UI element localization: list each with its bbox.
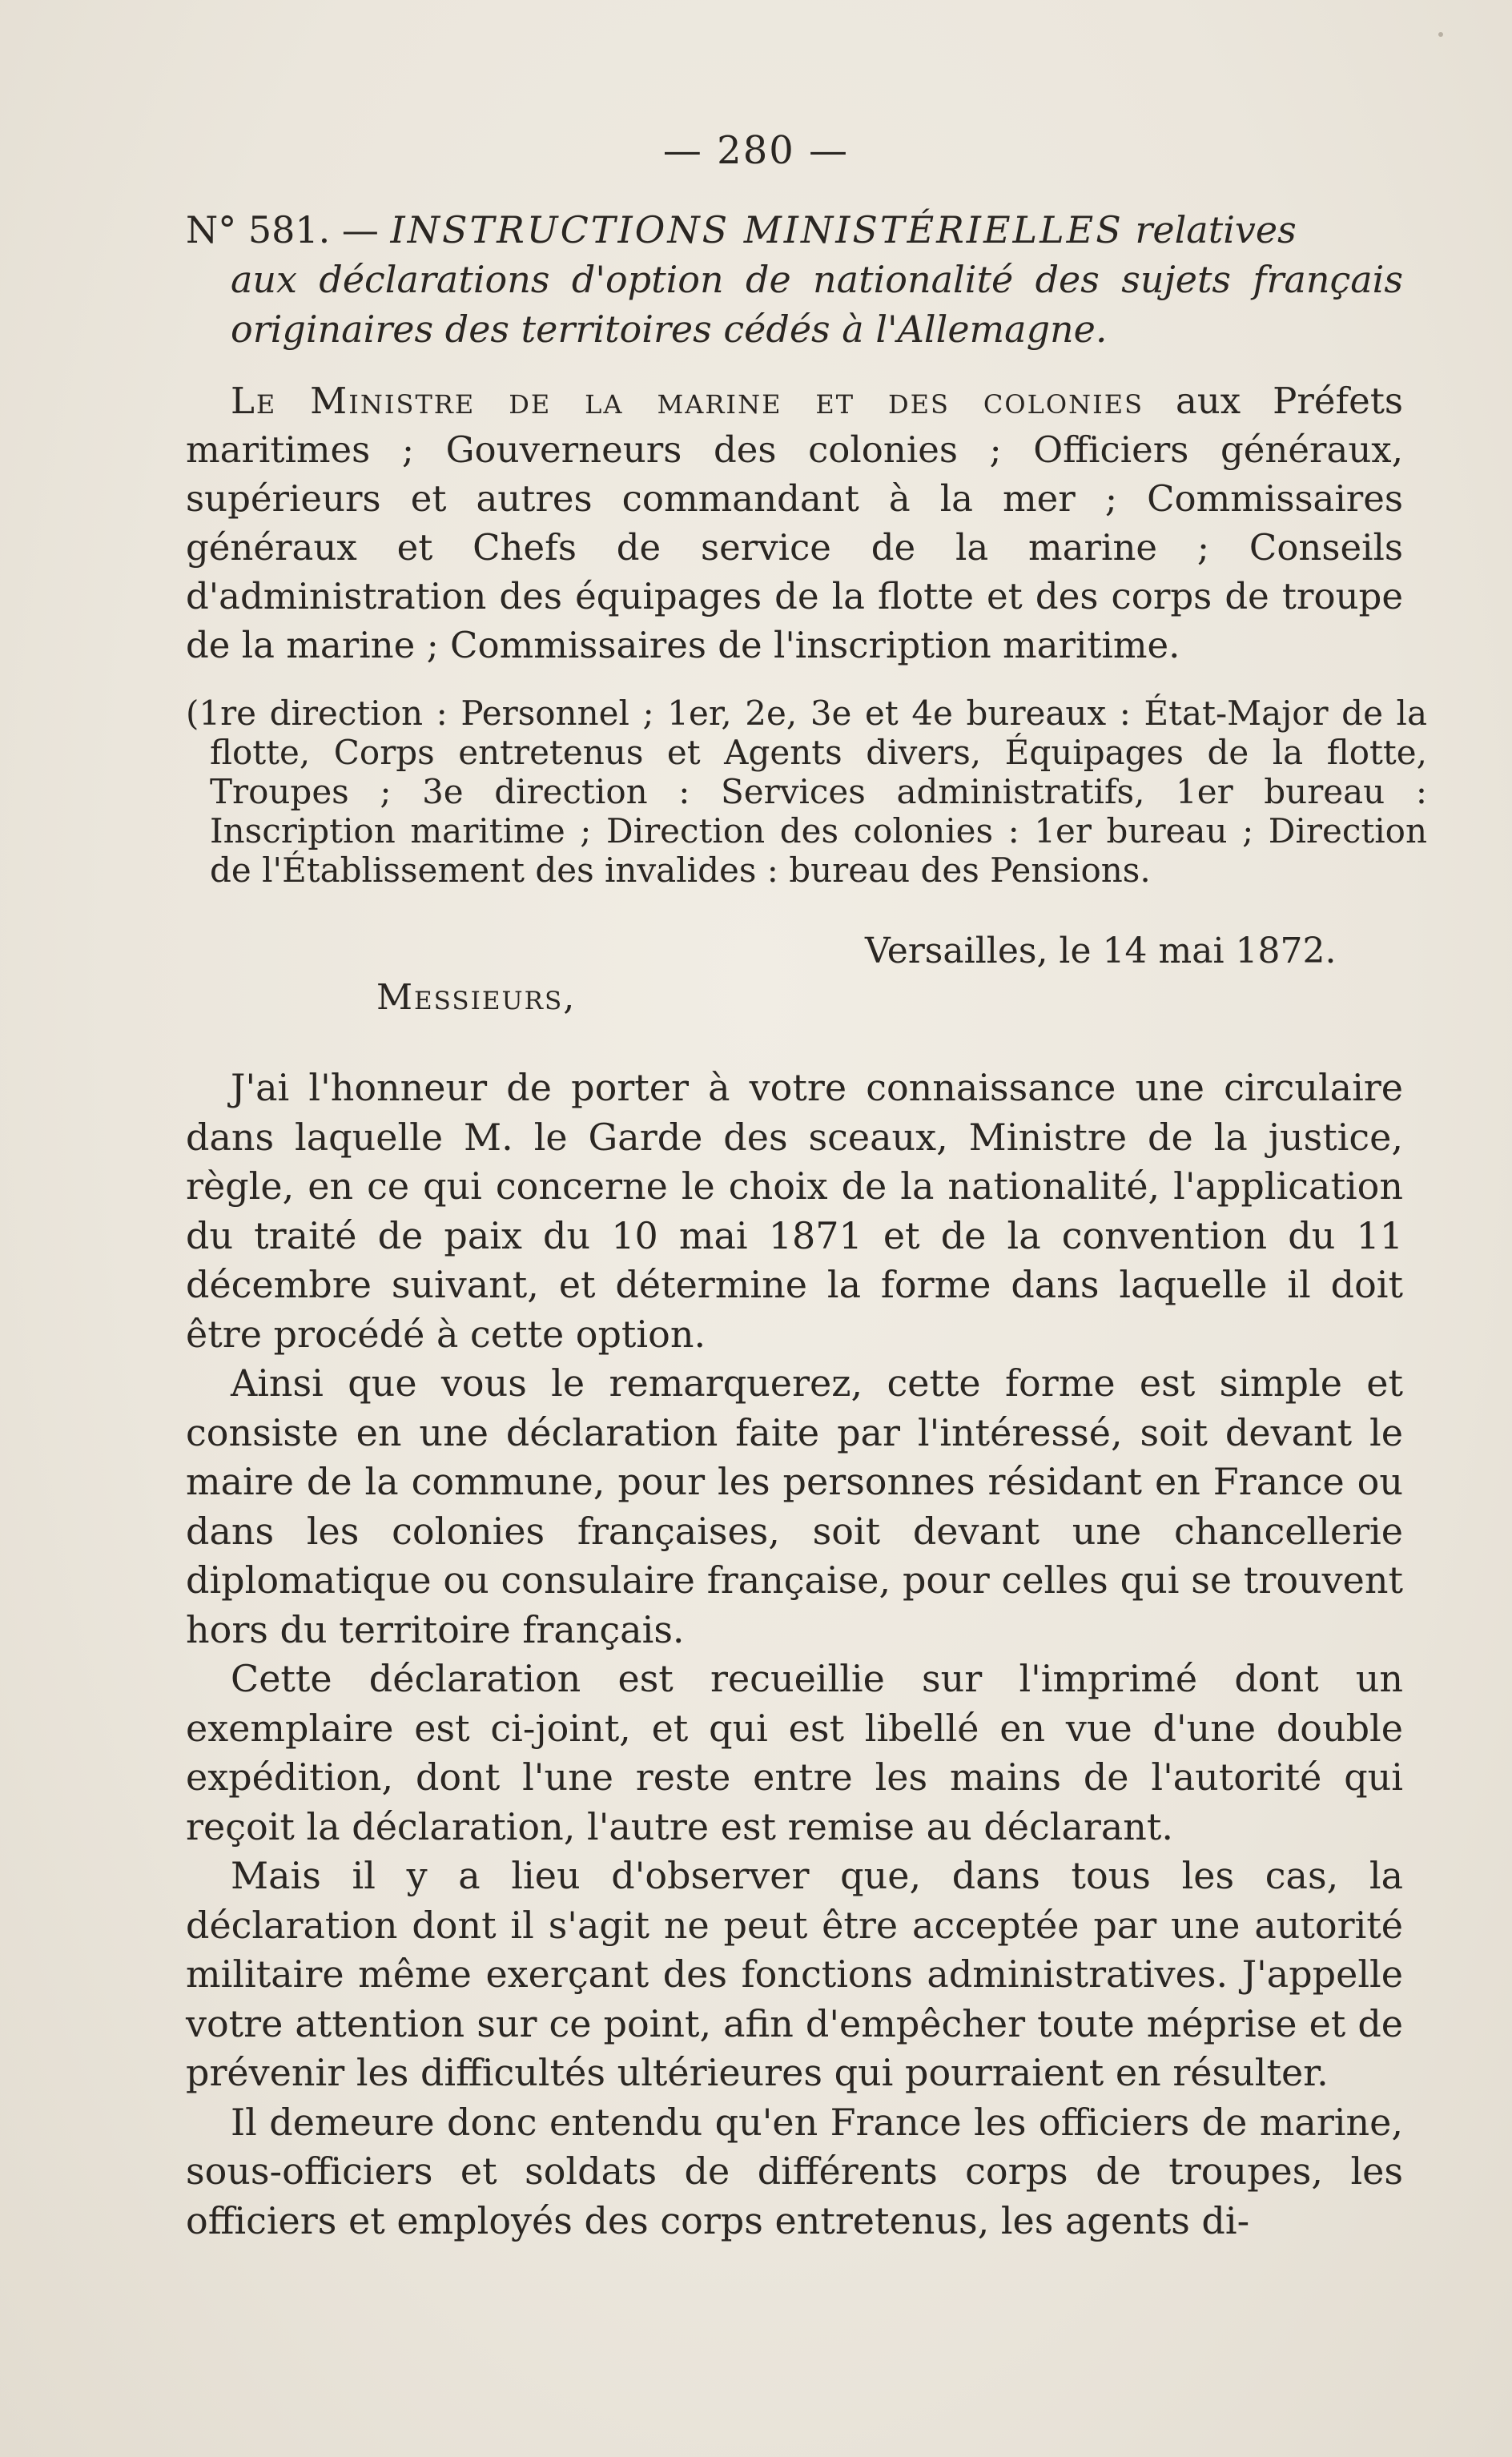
document-title: INSTRUCTIONS MINISTÉRIELLES — [390, 208, 1124, 251]
paragraph: Ainsi que vous le remarquerez, cette forme est simple et consiste en une déclaration faite par l'intéressé, soit devant le maire de la commune, pour les personnes résidant en France ou dans les colonies françaises, soit devant une chancellerie diplomatique ou consulaire française, pour celles qui se trouvent hors du territoire français. — [186, 1361, 1403, 1651]
document-title-rest: relatives — [1123, 208, 1297, 251]
paragraph: Il demeure donc entendu qu'en France les officiers de marine, sous-officiers et soldats de différents corps de troupes, les officiers et employés des corps entretenus, les agents di- — [186, 2100, 1403, 2242]
document-heading — [186, 205, 1403, 354]
salutation: Messieurs, — [376, 977, 577, 1018]
sender: Le Ministre de la marine et des colonies — [231, 380, 1144, 422]
paper-speck — [1438, 32, 1443, 37]
recipients: aux Préfets maritimes ; Gouverneurs des colonies ; Officiers généraux, supérieurs et autres commandant à la mer ; Commissaires généraux et Chefs de service de la marine ; Conseils d'administration des équipages de la flotte et des corps de troupe de la marine ; Commissaires de l'inscription maritime. — [186, 380, 1403, 666]
letter-body — [186, 1064, 1403, 2246]
address-paragraph — [186, 376, 1403, 670]
paragraph: J'ai l'honneur de porter à votre connaissance une circulaire dans laquelle M. le Garde des sceaux, Ministre de la justice, règle, en ce qui concerne le choix de la nationalité, l'application du traité de paix du 10 mai 1871 et de la convention du 11 décembre suivant, et détermine la forme dans laquelle il doit être procédé à cette option. — [186, 1066, 1403, 1356]
page-number: — 280 — — [662, 128, 850, 173]
document-number: N° 581. — [186, 208, 331, 251]
paragraph: Mais il y a lieu d'observer que, dans tous les cas, la déclaration dont il s'agit ne peut être acceptée par une autorité militaire même exerçant des fonctions administratives. J'appelle votre attention sur ce point, afin d'empêcher toute méprise et de prévenir les difficultés ultérieures qui pourraient en résulter. — [186, 1854, 1403, 2094]
document-title-continuation: aux déclarations d'option de nationalité des sujets français originaires des territoires cédés à l'Allemagne. — [231, 258, 1403, 351]
heading-dash: — — [330, 208, 391, 251]
dateline: Versailles, le 14 mai 1872. — [865, 931, 1337, 971]
offices-note: (1re direction : Personnel ; 1er, 2e, 3e et 4e bureaux : État-Major de la flotte, Corps entretenus et Agents divers, Équipages de la flotte, Troupes ; 3e direction : Services administratifs, 1er bureau : Inscription maritime ; Direction des colonies : 1er bureau ; Direction de l'Établissement des invalides : bureau des Pensions. — [186, 694, 1427, 890]
paragraph: Cette déclaration est recueillie sur l'imprimé dont un exemplaire est ci-joint, et qui est libellé en vue d'une double expédition, dont l'une reste entre les mains de l'autorité qui reçoit la déclaration, l'autre est remise au déclarant. — [186, 1657, 1403, 1848]
